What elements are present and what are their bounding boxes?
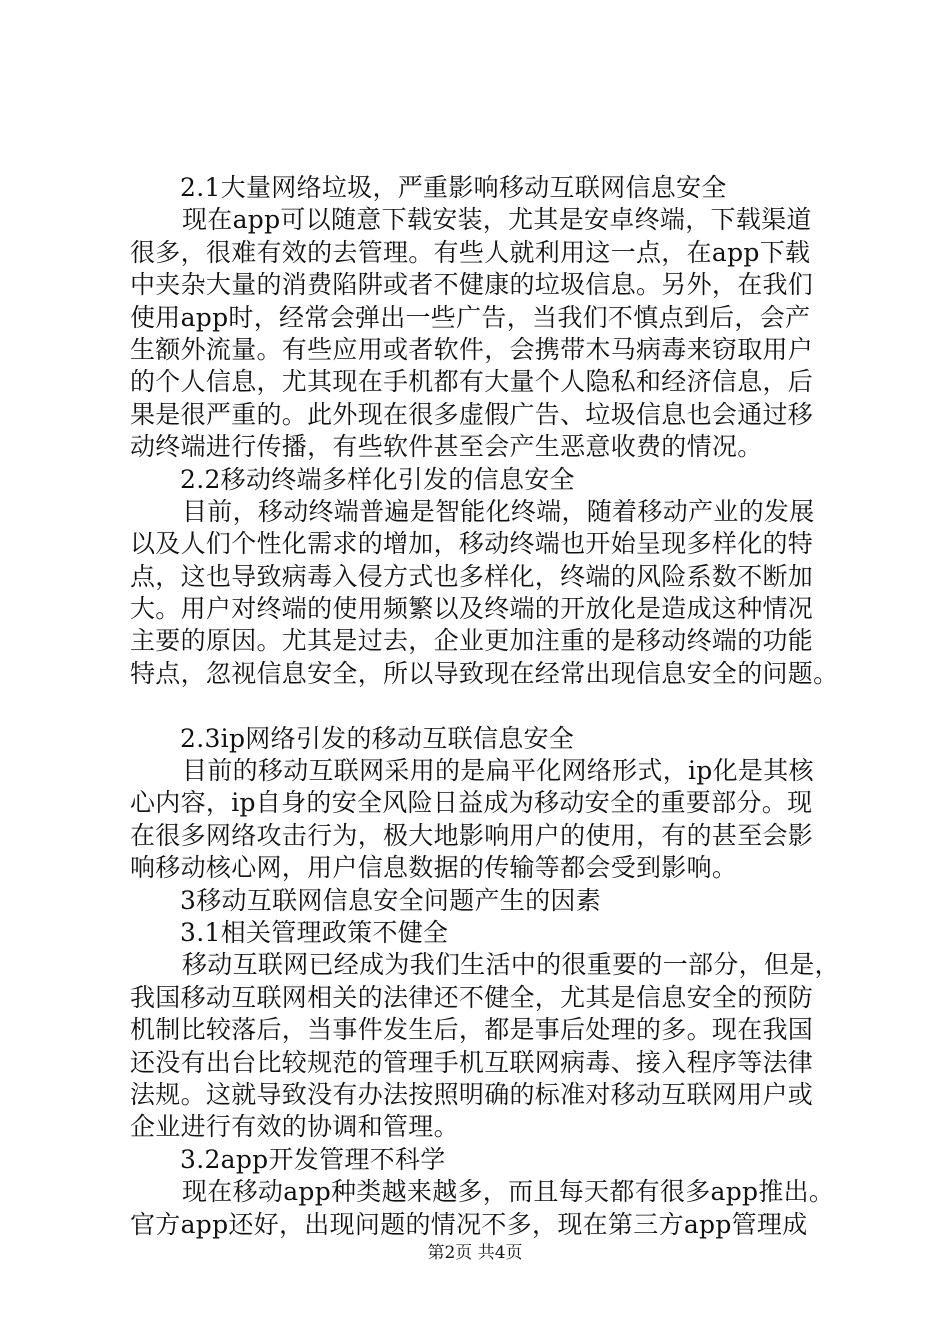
paragraph-line: 使用app时，经常会弹出一些广告，当我们不慎点到后，会产	[130, 302, 811, 332]
paragraph-line: 以及人们个性化需求的增加，移动终端也开始呈现多样化的特	[130, 529, 814, 559]
blank-line	[130, 690, 842, 722]
paragraph-line: 我国移动互联网相关的法律还不健全，尤其是信息安全的预防	[130, 982, 814, 1012]
paragraph-line: 法规。这就导致没有办法按照明确的标准对移动互联网用户或	[130, 1079, 814, 1109]
section-heading: 2.1大量网络垃圾，严重影响移动互联网信息安全	[180, 173, 727, 202]
paragraph-line: 还没有出台比较规范的管理手机互联网病毒、接入程序等法律	[130, 1047, 814, 1077]
paragraph-line: 机制比较落后，当事件发生后，都是事后处理的多。现在我国	[130, 1015, 814, 1045]
paragraph-line: 大。用户对终端的使用频繁以及终端的开放化是造成这种情况	[130, 594, 814, 624]
paragraph-line: 企业进行有效的协调和管理。	[130, 1112, 459, 1142]
paragraph-line: 现在app可以随意下载安装，尤其是安卓终端，下载渠道	[182, 205, 812, 235]
paragraph-line: 目前，移动终端普遍是智能化终端，随着移动产业的发展	[182, 496, 815, 526]
paragraph-line: 目前的移动互联网采用的是扁平化网络形式，ip化是其核	[182, 756, 814, 786]
section-heading: 3.2app开发管理不科学	[180, 1144, 446, 1174]
paragraph-line: 很多，很难有效的去管理。有些人就利用这一点，在app下载	[130, 237, 811, 267]
paragraph-line: 现在移动app种类越来越多，而且每天都有很多app推出。	[182, 1177, 835, 1207]
paragraph-line: 主要的原因。尤其是过去，企业更加注重的是移动终端的功能	[130, 626, 814, 656]
paragraph-line: 中夹杂大量的消费陷阱或者不健康的垃圾信息。另外，在我们	[130, 270, 814, 300]
paragraph-line: 官方app还好，出现问题的情况不多，现在第三方app管理成	[130, 1209, 808, 1239]
paragraph-line: 心内容，ip自身的安全风险日益成为移动安全的重要部分。现	[130, 788, 813, 818]
document-body	[130, 172, 842, 1241]
paragraph-line: 的个人信息，尤其现在手机都有大量个人隐私和经济信息，后	[130, 367, 814, 397]
paragraph-line: 移动互联网已经成为我们生活中的很重要的一部分，但是，	[182, 950, 840, 980]
page-footer: 第2页 共4页	[427, 1243, 523, 1263]
paragraph-line: 响移动核心网，用户信息数据的传输等都会受到影响。	[130, 853, 738, 883]
section-heading: 3.1相关管理政策不健全	[180, 917, 449, 947]
paragraph-line: 在很多网络攻击行为，极大地影响用户的使用，有的甚至会影	[130, 820, 814, 850]
paragraph-line: 果是很严重的。此外现在很多虚假广告、垃圾信息也会通过移	[130, 399, 814, 429]
paragraph-line: 动终端进行传播，有些软件甚至会产生恶意收费的情况。	[130, 432, 763, 462]
paragraph-line: 特点，忽视信息安全，所以导致现在经常出现信息安全的问题。	[130, 658, 839, 688]
paragraph-line: 点，这也导致病毒入侵方式也多样化，终端的风险系数不断加	[130, 561, 814, 591]
paragraph-line: 生额外流量。有些应用或者软件，会携带木马病毒来窃取用户	[130, 334, 814, 364]
section-heading: 3移动互联网信息安全问题产生的因素	[180, 885, 602, 915]
section-heading: 2.3ip网络引发的移动互联信息安全	[180, 723, 575, 753]
section-heading: 2.2移动终端多样化引发的信息安全	[180, 464, 575, 494]
